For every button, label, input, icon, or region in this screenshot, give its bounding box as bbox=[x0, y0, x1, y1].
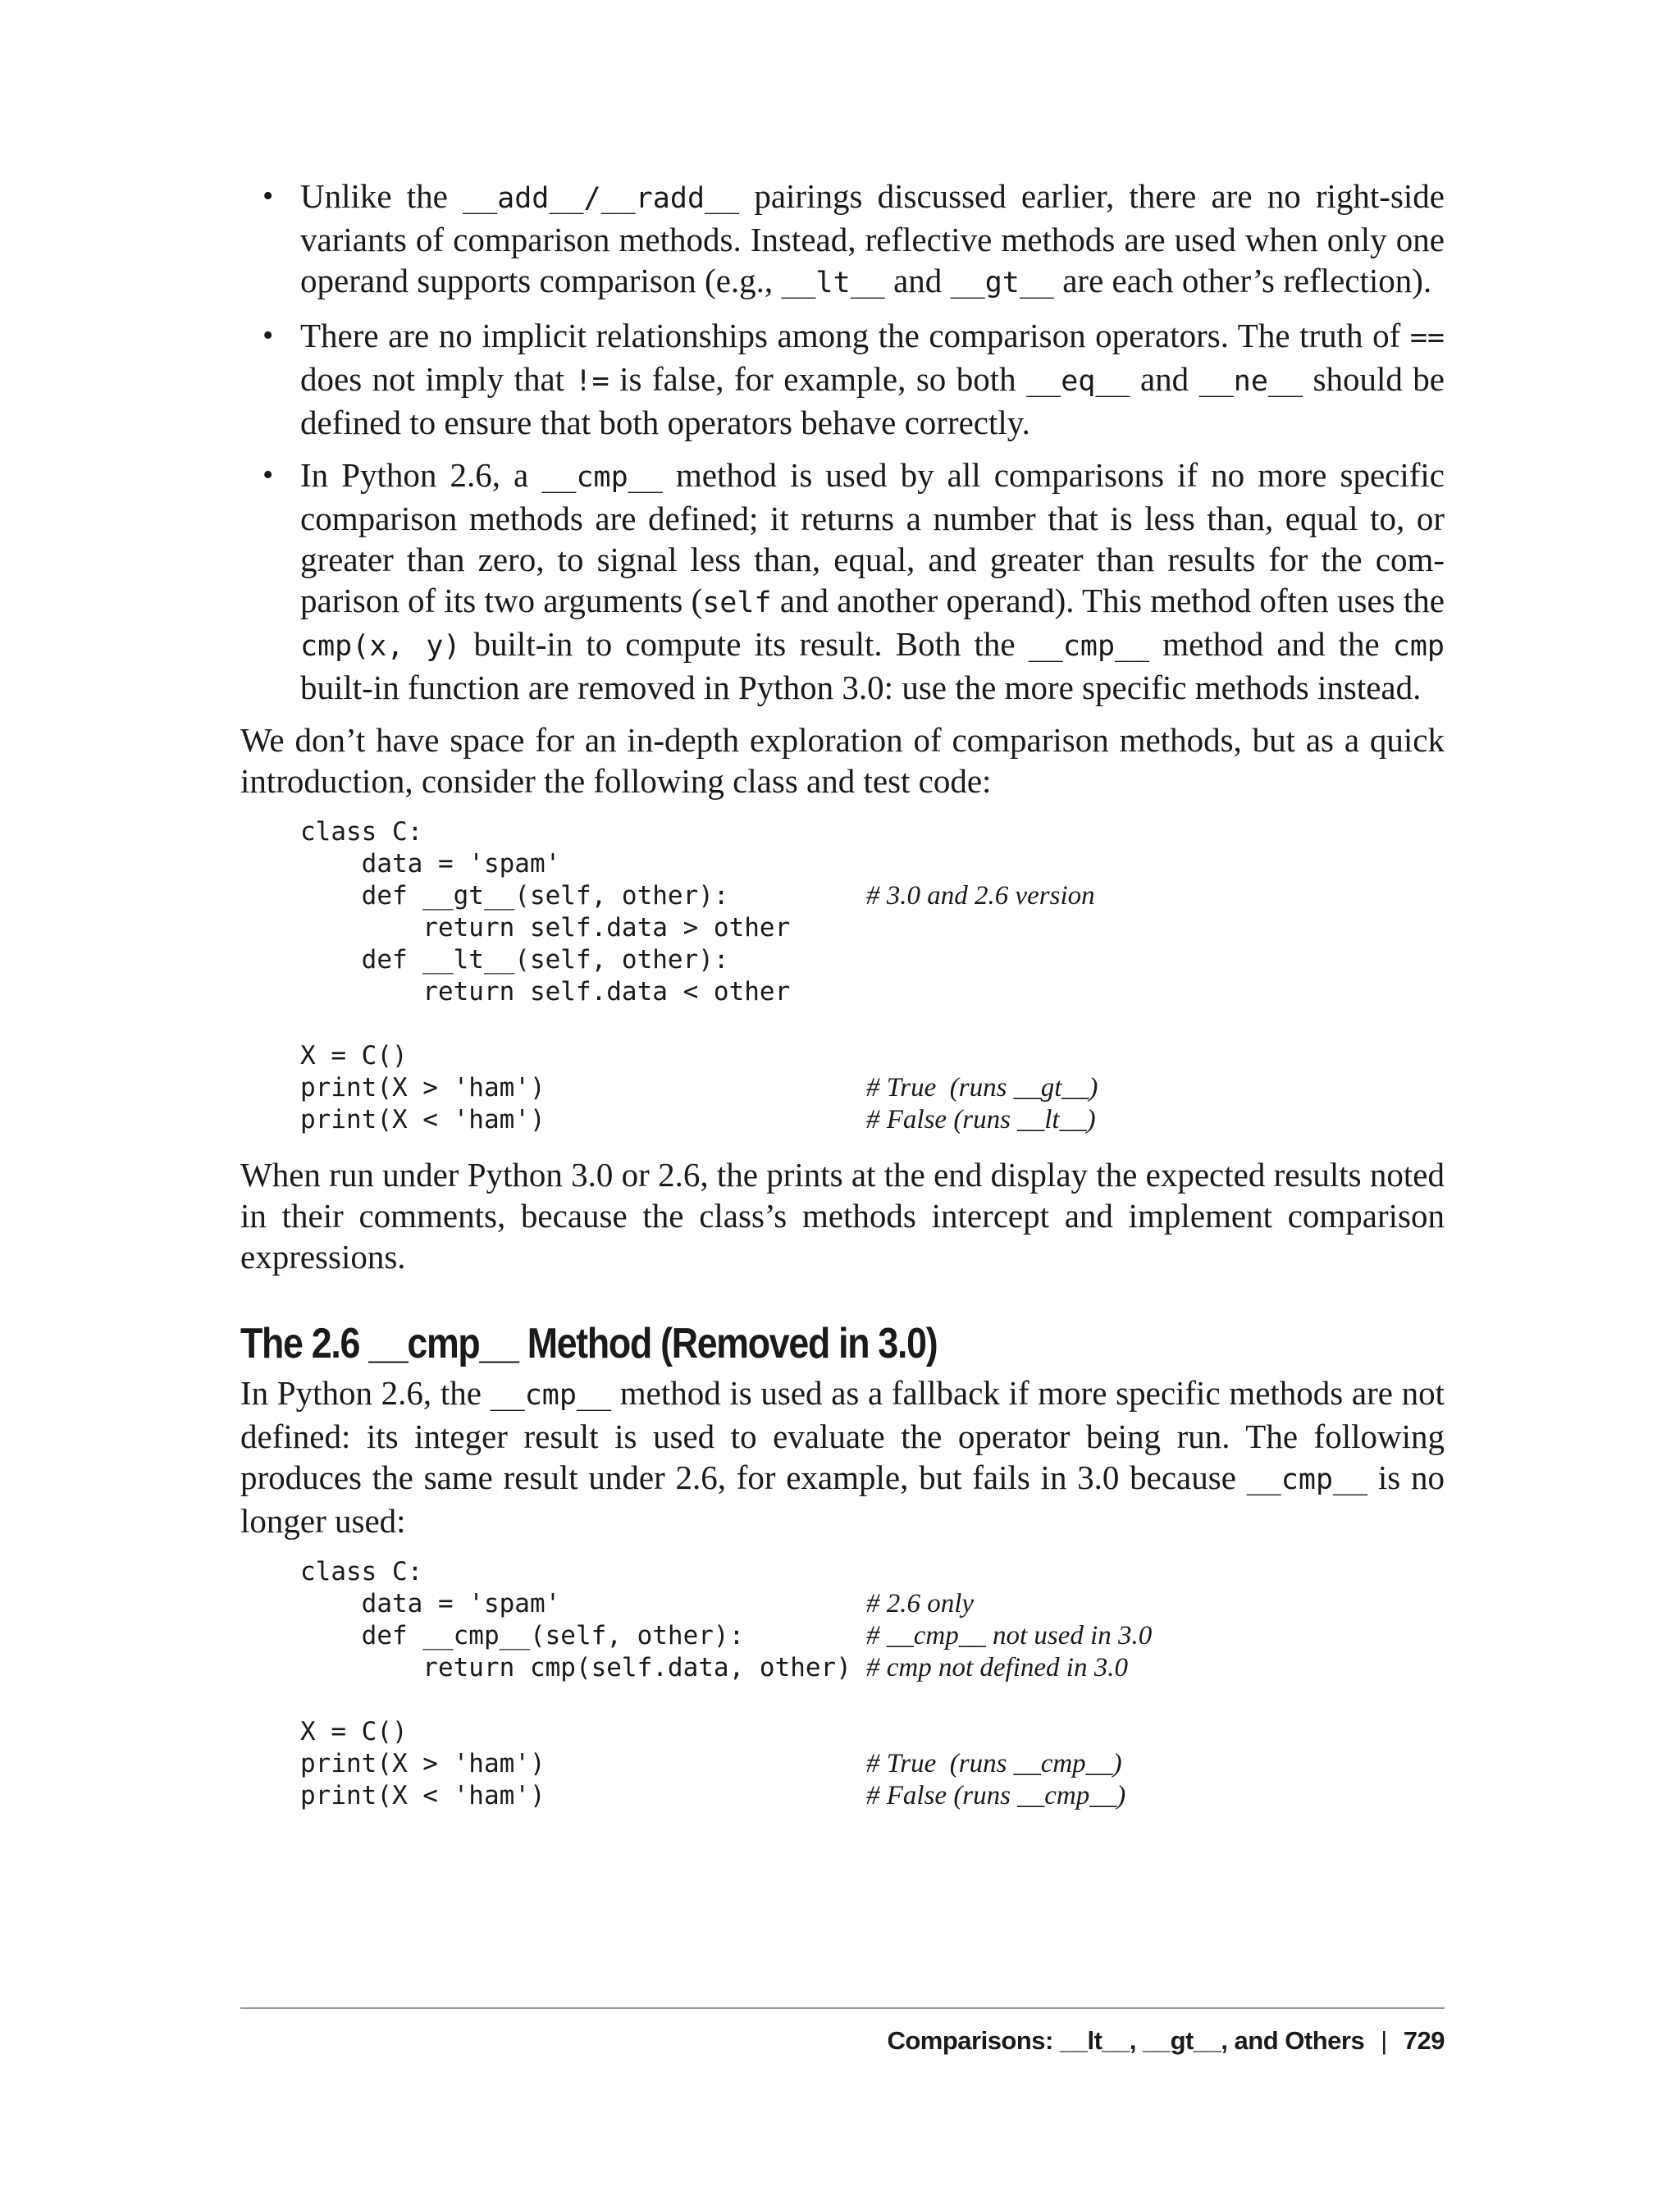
section-heading: The 2.6 __cmp__ Method (Removed in 3.0) bbox=[240, 1320, 938, 1367]
code-comment: # False (runs __cmp__) bbox=[866, 1781, 1126, 1810]
code-example-2 bbox=[300, 1556, 1445, 1812]
code-text: class C: bbox=[300, 817, 423, 847]
bullet-icon: • bbox=[262, 458, 274, 492]
inline-code: cmp bbox=[1392, 630, 1445, 663]
code-text: print(X > 'ham') bbox=[300, 1073, 546, 1102]
code-comment: # True (runs __cmp__) bbox=[866, 1749, 1122, 1778]
cmp-paragraph-text: In Python 2.6, the __cmp__ method is used as a fallback if more specific methods are not defined: its integer result is used to evaluate the operator being run. The following produces the same result under 2.6, for example, but fails in 3.0 because __cmp__ is no longer used: bbox=[240, 1374, 1445, 1540]
code-line bbox=[300, 1620, 1445, 1652]
code-comment: # False (runs __lt__) bbox=[866, 1105, 1096, 1134]
code-text: def __cmp__(self, other): bbox=[300, 1621, 745, 1650]
code-line bbox=[300, 1072, 1445, 1104]
inline-code: self bbox=[702, 587, 772, 619]
code-line bbox=[300, 976, 1445, 1008]
code-text: data = 'spam' bbox=[300, 1589, 561, 1618]
results-paragraph: When run under Python 3.0 or 2.6, the prints at the end display the expected results noted in their comments, because the class’s methods intercept and implement comparison expressions. bbox=[240, 1156, 1445, 1276]
code-comment: # cmp not defined in 3.0 bbox=[866, 1653, 1128, 1682]
code-line bbox=[300, 1748, 1445, 1780]
bullet-item bbox=[240, 315, 1445, 443]
code-comment: # 2.6 only bbox=[866, 1589, 975, 1618]
code-text: def __gt__(self, other): bbox=[300, 881, 729, 911]
code-text: print(X < 'ham') bbox=[300, 1781, 546, 1810]
inline-code: __gt__ bbox=[950, 267, 1054, 299]
inline-code: __add__/__radd__ bbox=[463, 182, 740, 215]
code-line bbox=[300, 944, 1445, 976]
code-line bbox=[300, 816, 1445, 848]
code-text: data = 'spam' bbox=[300, 849, 561, 879]
inline-code: __cmp__ bbox=[541, 461, 663, 494]
code-text: X = C() bbox=[300, 1041, 408, 1071]
code-text: return cmp(self.data, other) bbox=[300, 1653, 851, 1682]
code-text: X = C() bbox=[300, 1717, 408, 1746]
page-footer bbox=[887, 2026, 1445, 2056]
code-line bbox=[300, 1716, 1445, 1748]
code-text: print(X > 'ham') bbox=[300, 1749, 546, 1778]
intro-paragraph: We don’t have space for an in-depth exploration of comparison methods, but as a quick introduction, consider the following class and test code: bbox=[240, 721, 1445, 800]
code-text: return self.data > other bbox=[300, 913, 791, 943]
code-line bbox=[300, 1040, 1445, 1072]
code-line bbox=[300, 880, 1445, 912]
inline-code: __eq__ bbox=[1026, 365, 1130, 398]
code-text: return self.data < other bbox=[300, 977, 791, 1007]
inline-code: __lt__ bbox=[781, 267, 885, 299]
code-comment: # __cmp__ not used in 3.0 bbox=[866, 1621, 1153, 1650]
running-head: Comparisons: __lt__, __gt__, and Others bbox=[887, 2026, 1365, 2055]
bullet-text: There are no implicit relationships among the comparison operators. The truth of == does not imply that != is false, for example, so both __eq__ and __ne__ should be defined to ensure that both operators behave correctly. bbox=[300, 317, 1445, 441]
code-comment: # True (runs __gt__) bbox=[866, 1073, 1098, 1102]
bullet-icon: • bbox=[262, 179, 274, 213]
code-text: class C: bbox=[300, 1557, 423, 1586]
code-comment: # 3.0 and 2.6 version bbox=[866, 881, 1095, 911]
inline-code: != bbox=[574, 365, 609, 398]
code-line bbox=[300, 1780, 1445, 1812]
inline-code: __cmp__ bbox=[1028, 630, 1150, 663]
code-text: print(X < 'ham') bbox=[300, 1105, 546, 1134]
page-number: 729 bbox=[1403, 2026, 1445, 2055]
code-line bbox=[300, 1104, 1445, 1136]
code-line bbox=[300, 848, 1445, 880]
bullet-icon: • bbox=[262, 318, 274, 353]
bullet-list bbox=[240, 176, 1445, 708]
footer-separator: | bbox=[1381, 2026, 1387, 2055]
code-line bbox=[300, 1684, 1445, 1716]
code-line bbox=[300, 1652, 1445, 1684]
code-text: def __lt__(self, other): bbox=[300, 945, 729, 975]
code-line bbox=[300, 912, 1445, 944]
inline-code: __cmp__ bbox=[1246, 1463, 1368, 1496]
code-line bbox=[300, 1556, 1445, 1588]
bullet-item bbox=[240, 454, 1445, 708]
bullet-text: In Python 2.6, a __cmp__ method is used by all comparisons if no more specific comparison methods are defined; it returns a number that is less than, equal to, or greater than zero, to signal less than, equal, and greater than results for the comparison of its two arguments (self and another operand). This method often uses the cmp(x, y) built-in to compute its result. Both the __cmp__ method and the cmp built-in function are removed in Python 3.0: use the more specific methods instead. bbox=[300, 456, 1445, 706]
code-line bbox=[300, 1588, 1445, 1620]
code-example-1 bbox=[300, 816, 1445, 1136]
inline-code: == bbox=[1409, 322, 1445, 354]
page-body bbox=[240, 176, 1445, 1812]
code-line bbox=[300, 1008, 1445, 1040]
footer-rule bbox=[240, 2007, 1445, 2009]
bullet-text: Unlike the __add__/__radd__ pairings discussed earlier, there are no right-side variants of comparison methods. Instead, reflective methods are used when only one operand supports comparison (e.g., __lt__ and __gt__ are each other’s reflection). bbox=[300, 177, 1445, 299]
cmp-paragraph bbox=[240, 1372, 1445, 1541]
inline-code: __cmp__ bbox=[490, 1379, 612, 1412]
inline-code: __ne__ bbox=[1198, 365, 1303, 398]
inline-code: cmp(x, y) bbox=[300, 630, 461, 663]
bullet-item bbox=[240, 176, 1445, 304]
